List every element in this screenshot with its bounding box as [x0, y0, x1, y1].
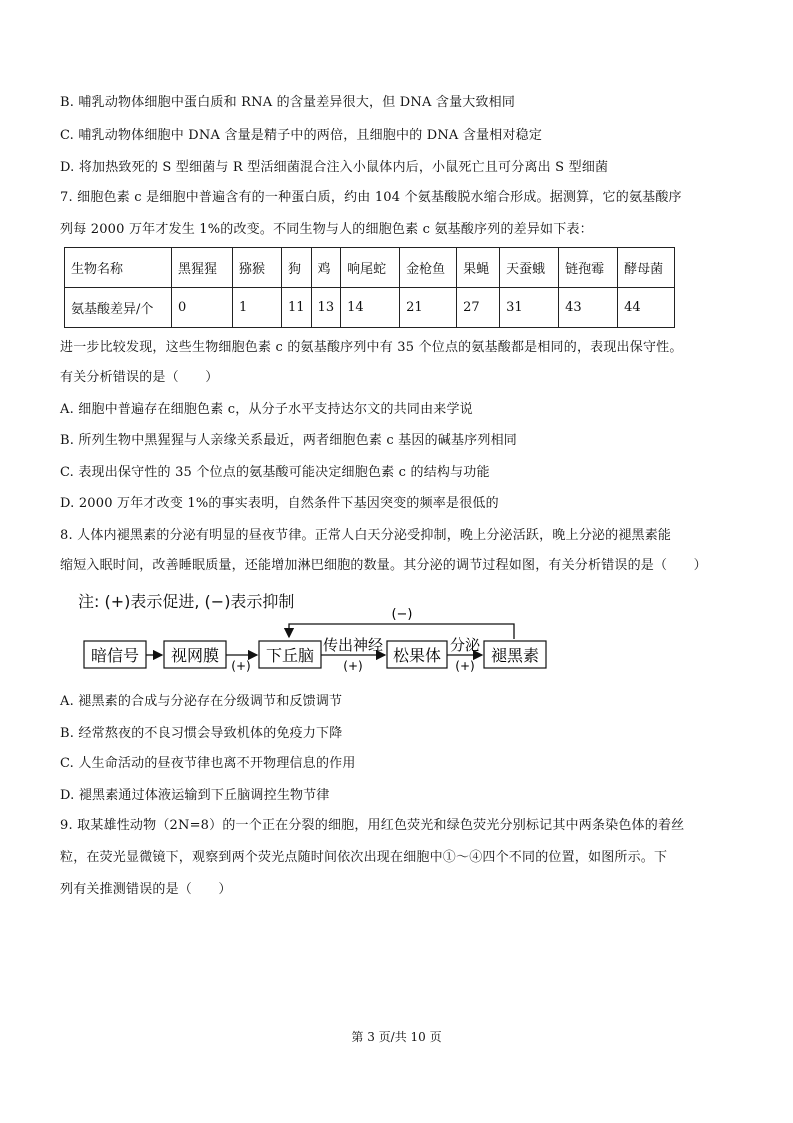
table-cell: 44: [618, 288, 675, 328]
table-cell: 43: [559, 288, 618, 328]
nerve-label: 传出神经: [322, 636, 384, 654]
table-row: [65, 248, 675, 288]
option-c-q7: C. 表现出保守性的 35 个位点的氨基酸可能决定细胞色素 c 的结构与功能: [60, 465, 490, 480]
option-b-q7: B. 所列生物中黑猩猩与人亲缘关系最近，两者细胞色素 c 基因的碱基序列相同: [60, 433, 517, 448]
table-cell: 金枪鱼: [400, 248, 457, 288]
table-cell: 27: [457, 288, 500, 328]
table-cell: 黑猩猩: [172, 248, 233, 288]
table-cell: 鸡: [311, 248, 341, 288]
question-7-followup: 进一步比较发现，这些生物细胞色素 c 的氨基酸序列中有 35 个位点的氨基酸都是相同的，表现出保守性。: [60, 340, 683, 355]
secrete-label: 分泌: [449, 636, 481, 654]
option-b-q6: B. 哺乳动物体细胞中蛋白质和 RNA 的含量差异很大，但 DNA 含量大致相同: [60, 95, 516, 110]
table-cell: 酵母菌: [618, 248, 675, 288]
table-cell: 11: [282, 288, 312, 328]
option-c-q6: C. 哺乳动物体细胞中 DNA 含量是精子中的两倍，且细胞中的 DNA 含量相对稳定: [60, 128, 543, 143]
question-8-stem-2: 缩短入眠时间，改善睡眠质量，还能增加淋巴细胞的数量。其分泌的调节过程如图，有关分析错误的是（ ）: [60, 558, 707, 573]
plus-label-1: (+): [231, 659, 251, 673]
question-7-stem-1: 7. 细胞色素 c 是细胞中普遍含有的一种蛋白质，约由 104 个氨基酸脱水缩合形成。据测算，它的氨基酸序: [60, 190, 682, 205]
question-9-stem-3: 列有关推测错误的是（ ）: [60, 882, 232, 897]
option-d-q8: D. 褪黑素通过体液运输到下丘脑调控生物节律: [60, 788, 330, 803]
table-cell: 猕猴: [233, 248, 282, 288]
table-cell: 21: [400, 288, 457, 328]
plus-label-3: (+): [455, 659, 475, 673]
table-header-cell: 生物名称: [65, 248, 172, 288]
option-a-q8: A. 褪黑素的合成与分泌存在分级调节和反馈调节: [60, 694, 343, 709]
table-cell: 响尾蛇: [341, 248, 400, 288]
cytochrome-c-table: [64, 247, 675, 328]
node-melatonin: 褪黑素: [490, 646, 540, 665]
node-pineal: 松果体: [392, 646, 442, 665]
option-d-q7: D. 2000 万年才改变 1%的事实表明，自然条件下基因突变的频率是很低的: [60, 496, 499, 511]
diagram-note: 注: (+)表示促进, (−)表示抑制: [78, 592, 295, 611]
question-9-stem-1: 9. 取某雄性动物（2N=8）的一个正在分裂的细胞，用红色荧光和绿色荧光分别标记其中两条染色体的着丝: [60, 818, 685, 833]
table-cell: 14: [341, 288, 400, 328]
node-retina: 视网膜: [170, 646, 220, 665]
plus-label-2: (+): [343, 659, 363, 673]
table-row: [65, 288, 675, 328]
table-cell: 链孢霉: [559, 248, 618, 288]
table-cell: 狗: [282, 248, 312, 288]
option-d-q6: D. 将加热致死的 S 型细菌与 R 型活细菌混合注入小鼠体内后，小鼠死亡且可分离出 S 型细菌: [60, 160, 609, 175]
table-cell: 0: [172, 288, 233, 328]
minus-label: (−): [391, 607, 413, 622]
table-cell: 1: [233, 288, 282, 328]
table-cell: 果蝇: [457, 248, 500, 288]
table-cell: 13: [311, 288, 341, 328]
table-header-cell: 氨基酸差异/个: [65, 288, 172, 328]
node-hypothalamus: 下丘脑: [265, 646, 315, 665]
question-7-stem-2: 列每 2000 万年才发生 1%的改变。不同生物与人的细胞色素 c 氨基酸序列的差异如下表：: [60, 222, 593, 237]
table-cell: 31: [500, 288, 559, 328]
option-b-q8: B. 经常熬夜的不良习惯会导致机体的免疫力下降: [60, 726, 343, 741]
page-number: 第 3 页/共 10 页: [351, 1030, 442, 1044]
question-8-stem-1: 8. 人体内褪黑素的分泌有明显的昼夜节律。正常人白天分泌受抑制，晚上分泌活跃，晚上分泌的褪黑素能: [60, 528, 672, 543]
melatonin-regulation-diagram: [0, 600, 793, 680]
question-7-prompt: 有关分析错误的是（ ）: [60, 370, 219, 385]
option-a-q7: A. 细胞中普遍存在细胞色素 c，从分子水平支持达尔文的共同由来学说: [60, 402, 473, 417]
node-signal: 暗信号: [90, 646, 140, 665]
question-9-stem-2: 粒，在荧光显微镜下，观察到两个荧光点随时间依次出现在细胞中①～④四个不同的位置，如图所示。下: [60, 850, 668, 865]
option-c-q8: C. 人生命活动的昼夜节律也离不开物理信息的作用: [60, 756, 356, 771]
table-cell: 天蚕蛾: [500, 248, 559, 288]
